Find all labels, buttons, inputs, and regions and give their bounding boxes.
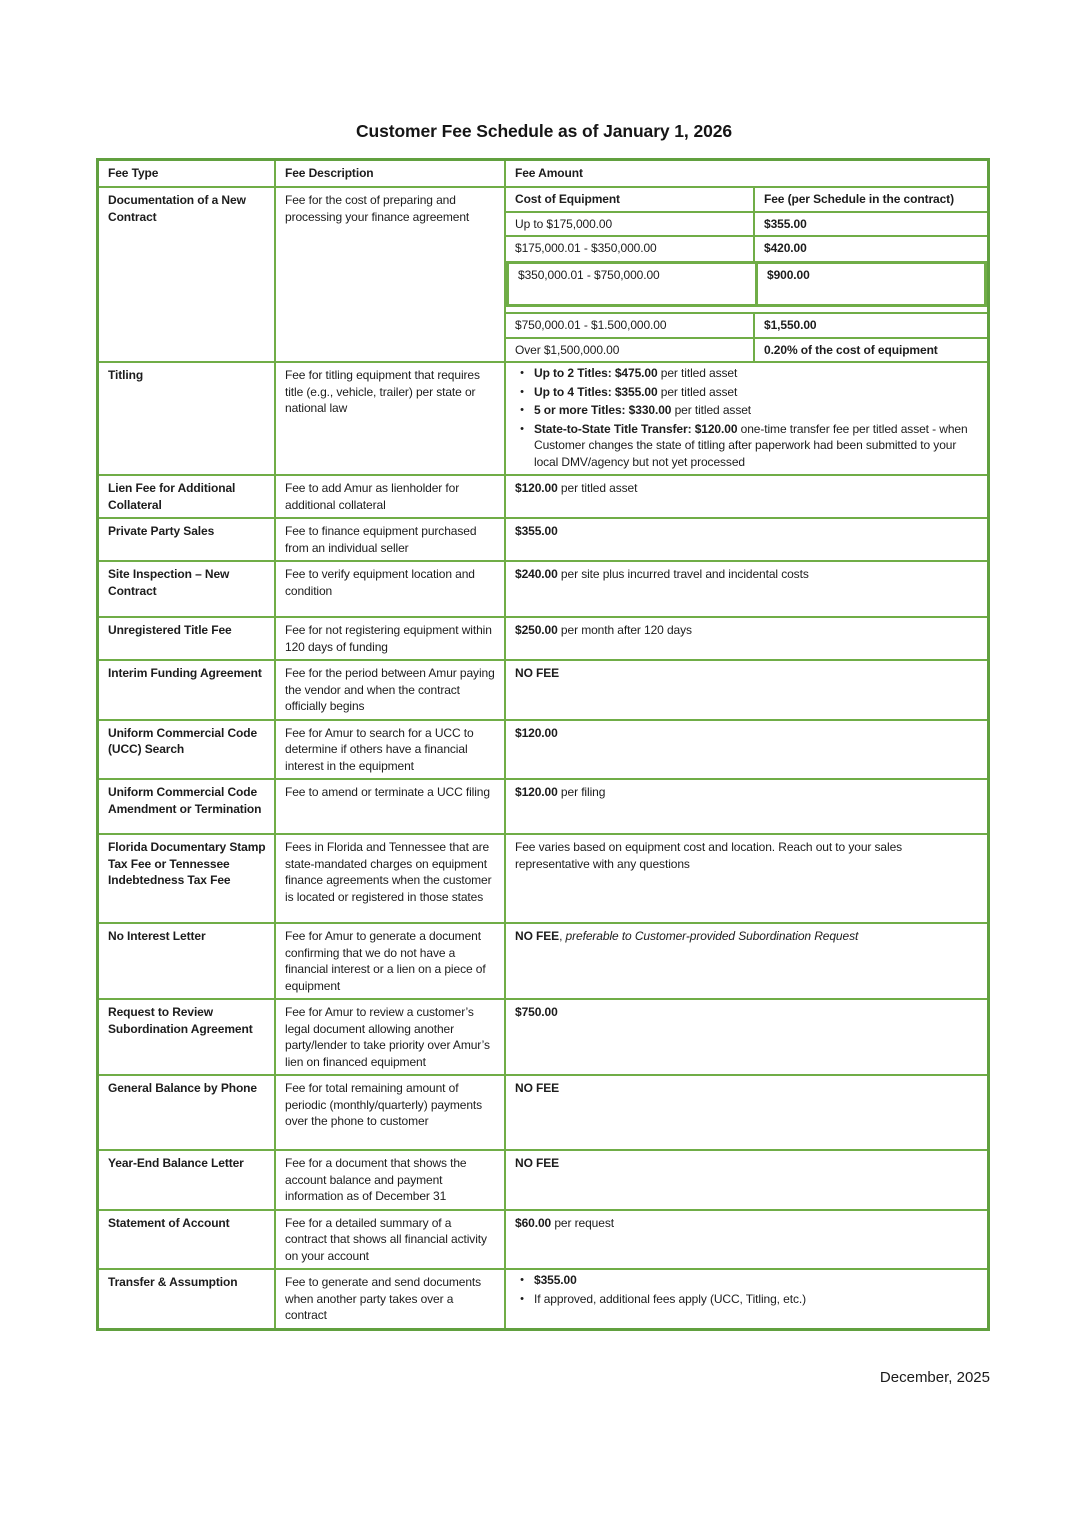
- subtable-fee-cell: [755, 213, 987, 236]
- table-row: [99, 186, 987, 361]
- fee-type-cell: Lien Fee for Additional Collateral: [99, 476, 276, 517]
- amount-text: NO FEE: [515, 1156, 560, 1170]
- amount-text: $750.00: [515, 1005, 558, 1019]
- bullet-text: [534, 402, 987, 419]
- table-row: [99, 659, 987, 719]
- amount-text: $1,550.00: [764, 318, 817, 332]
- amount-text: $60.00: [515, 1215, 552, 1230]
- subtable-header-row: [506, 188, 987, 213]
- bullet-icon: •: [520, 1274, 524, 1286]
- fee-type-cell: Florida Documentary Stamp Tax Fee or Tennessee Indebtedness Tax Fee: [99, 835, 276, 922]
- amount-text: ,: [559, 929, 566, 943]
- subtable-fee-cell: [755, 237, 987, 261]
- amount-text: Fee varies based on equipment cost and location. Reach out to your sales representative with any questions: [515, 840, 903, 871]
- subtable-cost-cell: $350,000.01 - $750,000.00: [509, 264, 758, 304]
- fee-description-cell: Fee for titling equipment that requires title (e.g., vehicle, trailer) per state or national law: [276, 363, 506, 474]
- amount-text: $120.00: [515, 725, 558, 740]
- subtable-row: [506, 339, 987, 362]
- fee-amount-cell: [506, 835, 987, 922]
- bullet-item: [510, 1291, 987, 1308]
- bullet-icon: •: [520, 367, 524, 379]
- fee-amount-cell: [506, 1211, 987, 1269]
- amount-text: $355.00: [764, 216, 807, 231]
- amount-text: per titled asset: [657, 384, 738, 399]
- table-row: [99, 616, 987, 659]
- fee-amount-cell: [506, 780, 987, 833]
- amount-text: 5 or more Titles: $330.00: [534, 403, 672, 417]
- bullet-text: [534, 384, 987, 401]
- footer-date: December, 2025: [879, 1368, 990, 1386]
- subtable-row: [506, 237, 987, 261]
- fee-type-cell: Statement of Account: [99, 1211, 276, 1269]
- bullet-icon: •: [520, 404, 524, 416]
- amount-text: If approved, additional fees apply (UCC, Titling, etc.): [534, 1291, 806, 1306]
- fee-description-cell: Fee for a detailed summary of a contract that shows all financial activity on your account: [276, 1211, 506, 1269]
- bullet-icon: •: [520, 422, 524, 435]
- fee-amount-cell: [506, 1270, 987, 1328]
- fee-description-cell: Fee for not registering equipment within 120 days of funding: [276, 618, 506, 659]
- fee-description-cell: Fee to verify equipment location and condition: [276, 562, 506, 616]
- fee-description-cell: Fee to add Amur as lienholder for additional collateral: [276, 476, 506, 517]
- table-row: [99, 1149, 987, 1209]
- subtable-cost-cell: $750,000.01 - $1.500,000.00: [506, 314, 755, 337]
- subtable-fee-cell: [755, 314, 987, 337]
- bullet-item: [510, 1272, 987, 1289]
- table-row: [99, 778, 987, 833]
- fee-amount-cell: [506, 519, 987, 560]
- fee-amount-cell: [506, 363, 987, 474]
- bullet-text: [534, 421, 987, 471]
- fee-amount-cell: [506, 924, 987, 998]
- amount-text: $240.00: [515, 567, 558, 581]
- fee-table: [96, 158, 990, 1331]
- fee-type-cell: No Interest Letter: [99, 924, 276, 998]
- amount-text: NO FEE: [515, 929, 560, 943]
- amount-text: per titled asset: [557, 481, 638, 495]
- table-row: [99, 474, 987, 517]
- fee-description-cell: Fee to amend or terminate a UCC filing: [276, 780, 506, 833]
- subtable-fee-cell: [758, 264, 984, 304]
- fee-description-cell: Fee to finance equipment purchased from an individual seller: [276, 519, 506, 560]
- fee-description-cell: Fee for the cost of preparing and processing your finance agreement: [276, 188, 506, 361]
- bullet-text: [534, 365, 987, 382]
- amount-text: $355.00: [534, 1273, 577, 1287]
- fee-type-cell: Site Inspection – New Contract: [99, 562, 276, 616]
- header-fee-description: Fee Description: [276, 161, 506, 186]
- subtable-header-fee: Fee (per Schedule in the contract): [764, 192, 954, 206]
- fee-description-cell: Fee for a document that shows the account balance and payment information as of December 31: [276, 1151, 506, 1209]
- table-row: [99, 361, 987, 474]
- amount-text: $420.00: [764, 241, 807, 255]
- table-row: [99, 1074, 987, 1149]
- fee-description-cell: Fee for Amur to review a customer’s legal document allowing another party/lender to take priority over Amur’s lien on financed equipment: [276, 1000, 506, 1074]
- amount-text: per titled asset: [671, 403, 752, 417]
- fee-type-cell: Year-End Balance Letter: [99, 1151, 276, 1209]
- bullet-icon: •: [520, 385, 524, 398]
- amount-text: one-time transfer fee per titled asset - when Customer changes the state of titling after paperwork had been submitted to your local DMV/agency but not yet processed: [534, 421, 968, 469]
- fee-type-cell: Uniform Commercial Code Amendment or Termination: [99, 780, 276, 833]
- fee-amount-cell: [506, 618, 987, 659]
- fee-amount-cell: [506, 188, 987, 361]
- amount-text: State-to-State Title Transfer: $120.00: [534, 421, 738, 436]
- subtable-cost-cell: Over $1,500,000.00: [506, 339, 755, 362]
- subtable-row: [506, 261, 987, 307]
- amount-text: per site plus incurred travel and incidental costs: [557, 567, 809, 581]
- fee-amount-cell: [506, 476, 987, 517]
- bullet-text: [534, 1291, 987, 1308]
- amount-text: Up to 4 Titles: $355.00: [534, 384, 658, 399]
- bullet-item: [510, 421, 987, 471]
- table-row: [99, 833, 987, 922]
- header-fee-amount: Fee Amount: [515, 166, 583, 180]
- fee-type-cell: Uniform Commercial Code (UCC) Search: [99, 721, 276, 779]
- fee-description-cell: Fee for Amur to search for a UCC to determine if others have a financial interest in the equipment: [276, 721, 506, 779]
- amount-text: $900.00: [767, 268, 810, 282]
- fee-amount-cell: [506, 562, 987, 616]
- header-fee-type: Fee Type: [99, 161, 276, 186]
- fee-type-cell: Interim Funding Agreement: [99, 661, 276, 719]
- subtable-row: [506, 213, 987, 238]
- amount-text: per titled asset: [657, 366, 738, 380]
- fee-amount-cell: [506, 721, 987, 779]
- fee-description-cell: Fee for the period between Amur paying the vendor and when the contract officially begins: [276, 661, 506, 719]
- fee-description-cell: Fee for total remaining amount of periodic (monthly/quarterly) payments over the phone to customer: [276, 1076, 506, 1149]
- bullet-item: [510, 402, 987, 419]
- bullet-icon: •: [520, 1292, 524, 1305]
- fee-amount-cell: [506, 1076, 987, 1149]
- fee-type-cell: Transfer & Assumption: [99, 1270, 276, 1328]
- fee-amount-cell: [506, 1151, 987, 1209]
- fee-amount-cell: [506, 661, 987, 719]
- table-row: [99, 998, 987, 1074]
- fee-type-cell: General Balance by Phone: [99, 1076, 276, 1149]
- fee-type-cell: Documentation of a New Contract: [99, 188, 276, 361]
- fee-type-cell: Titling: [99, 363, 276, 474]
- table-row: [99, 922, 987, 998]
- amount-text: NO FEE: [515, 666, 560, 680]
- amount-text: $250.00: [515, 623, 558, 637]
- bullet-text: [534, 1272, 987, 1289]
- fee-type-cell: Unregistered Title Fee: [99, 618, 276, 659]
- bullet-item: [510, 365, 987, 382]
- subtable-cost-cell: $175,000.01 - $350,000.00: [506, 237, 755, 261]
- subtable-header-cost: Cost of Equipment: [506, 188, 755, 211]
- amount-text: per month after 120 days: [557, 623, 692, 637]
- table-row: [99, 719, 987, 779]
- amount-text: $120.00: [515, 481, 558, 495]
- subtable-cost-cell: Up to $175,000.00: [506, 213, 755, 236]
- amount-text: Up to 2 Titles: $475.00: [534, 366, 658, 380]
- table-header-row: [99, 161, 987, 186]
- subtable-row: [506, 312, 987, 339]
- fee-type-cell: Request to Review Subordination Agreement: [99, 1000, 276, 1074]
- table-row: [99, 1209, 987, 1269]
- amount-text: NO FEE: [515, 1081, 560, 1095]
- amount-text: preferable to Customer-provided Subordination Request: [565, 929, 859, 943]
- fee-description-cell: Fee to generate and send documents when another party takes over a contract: [276, 1270, 506, 1328]
- amount-text: 0.20% of the cost of equipment: [764, 342, 938, 357]
- amount-text: per request: [551, 1215, 614, 1230]
- bullet-item: [510, 384, 987, 401]
- page-title: Customer Fee Schedule as of January 1, 2026: [355, 121, 732, 141]
- fee-type-cell: Private Party Sales: [99, 519, 276, 560]
- amount-text: per filing: [557, 785, 606, 799]
- table-row: [99, 517, 987, 560]
- table-row: [99, 1268, 987, 1328]
- amount-text: $355.00: [515, 524, 558, 538]
- fee-description-cell: Fees in Florida and Tennessee that are state-mandated charges on equipment finance agreements when the customer is located or registered in those states: [276, 835, 506, 922]
- subtable-fee-cell: [755, 339, 987, 362]
- table-row: [99, 560, 987, 616]
- fee-description-cell: Fee for Amur to generate a document confirming that we do not have a financial interest or a lien on a piece of equipment: [276, 924, 506, 998]
- fee-amount-cell: [506, 1000, 987, 1074]
- amount-text: $120.00: [515, 785, 558, 799]
